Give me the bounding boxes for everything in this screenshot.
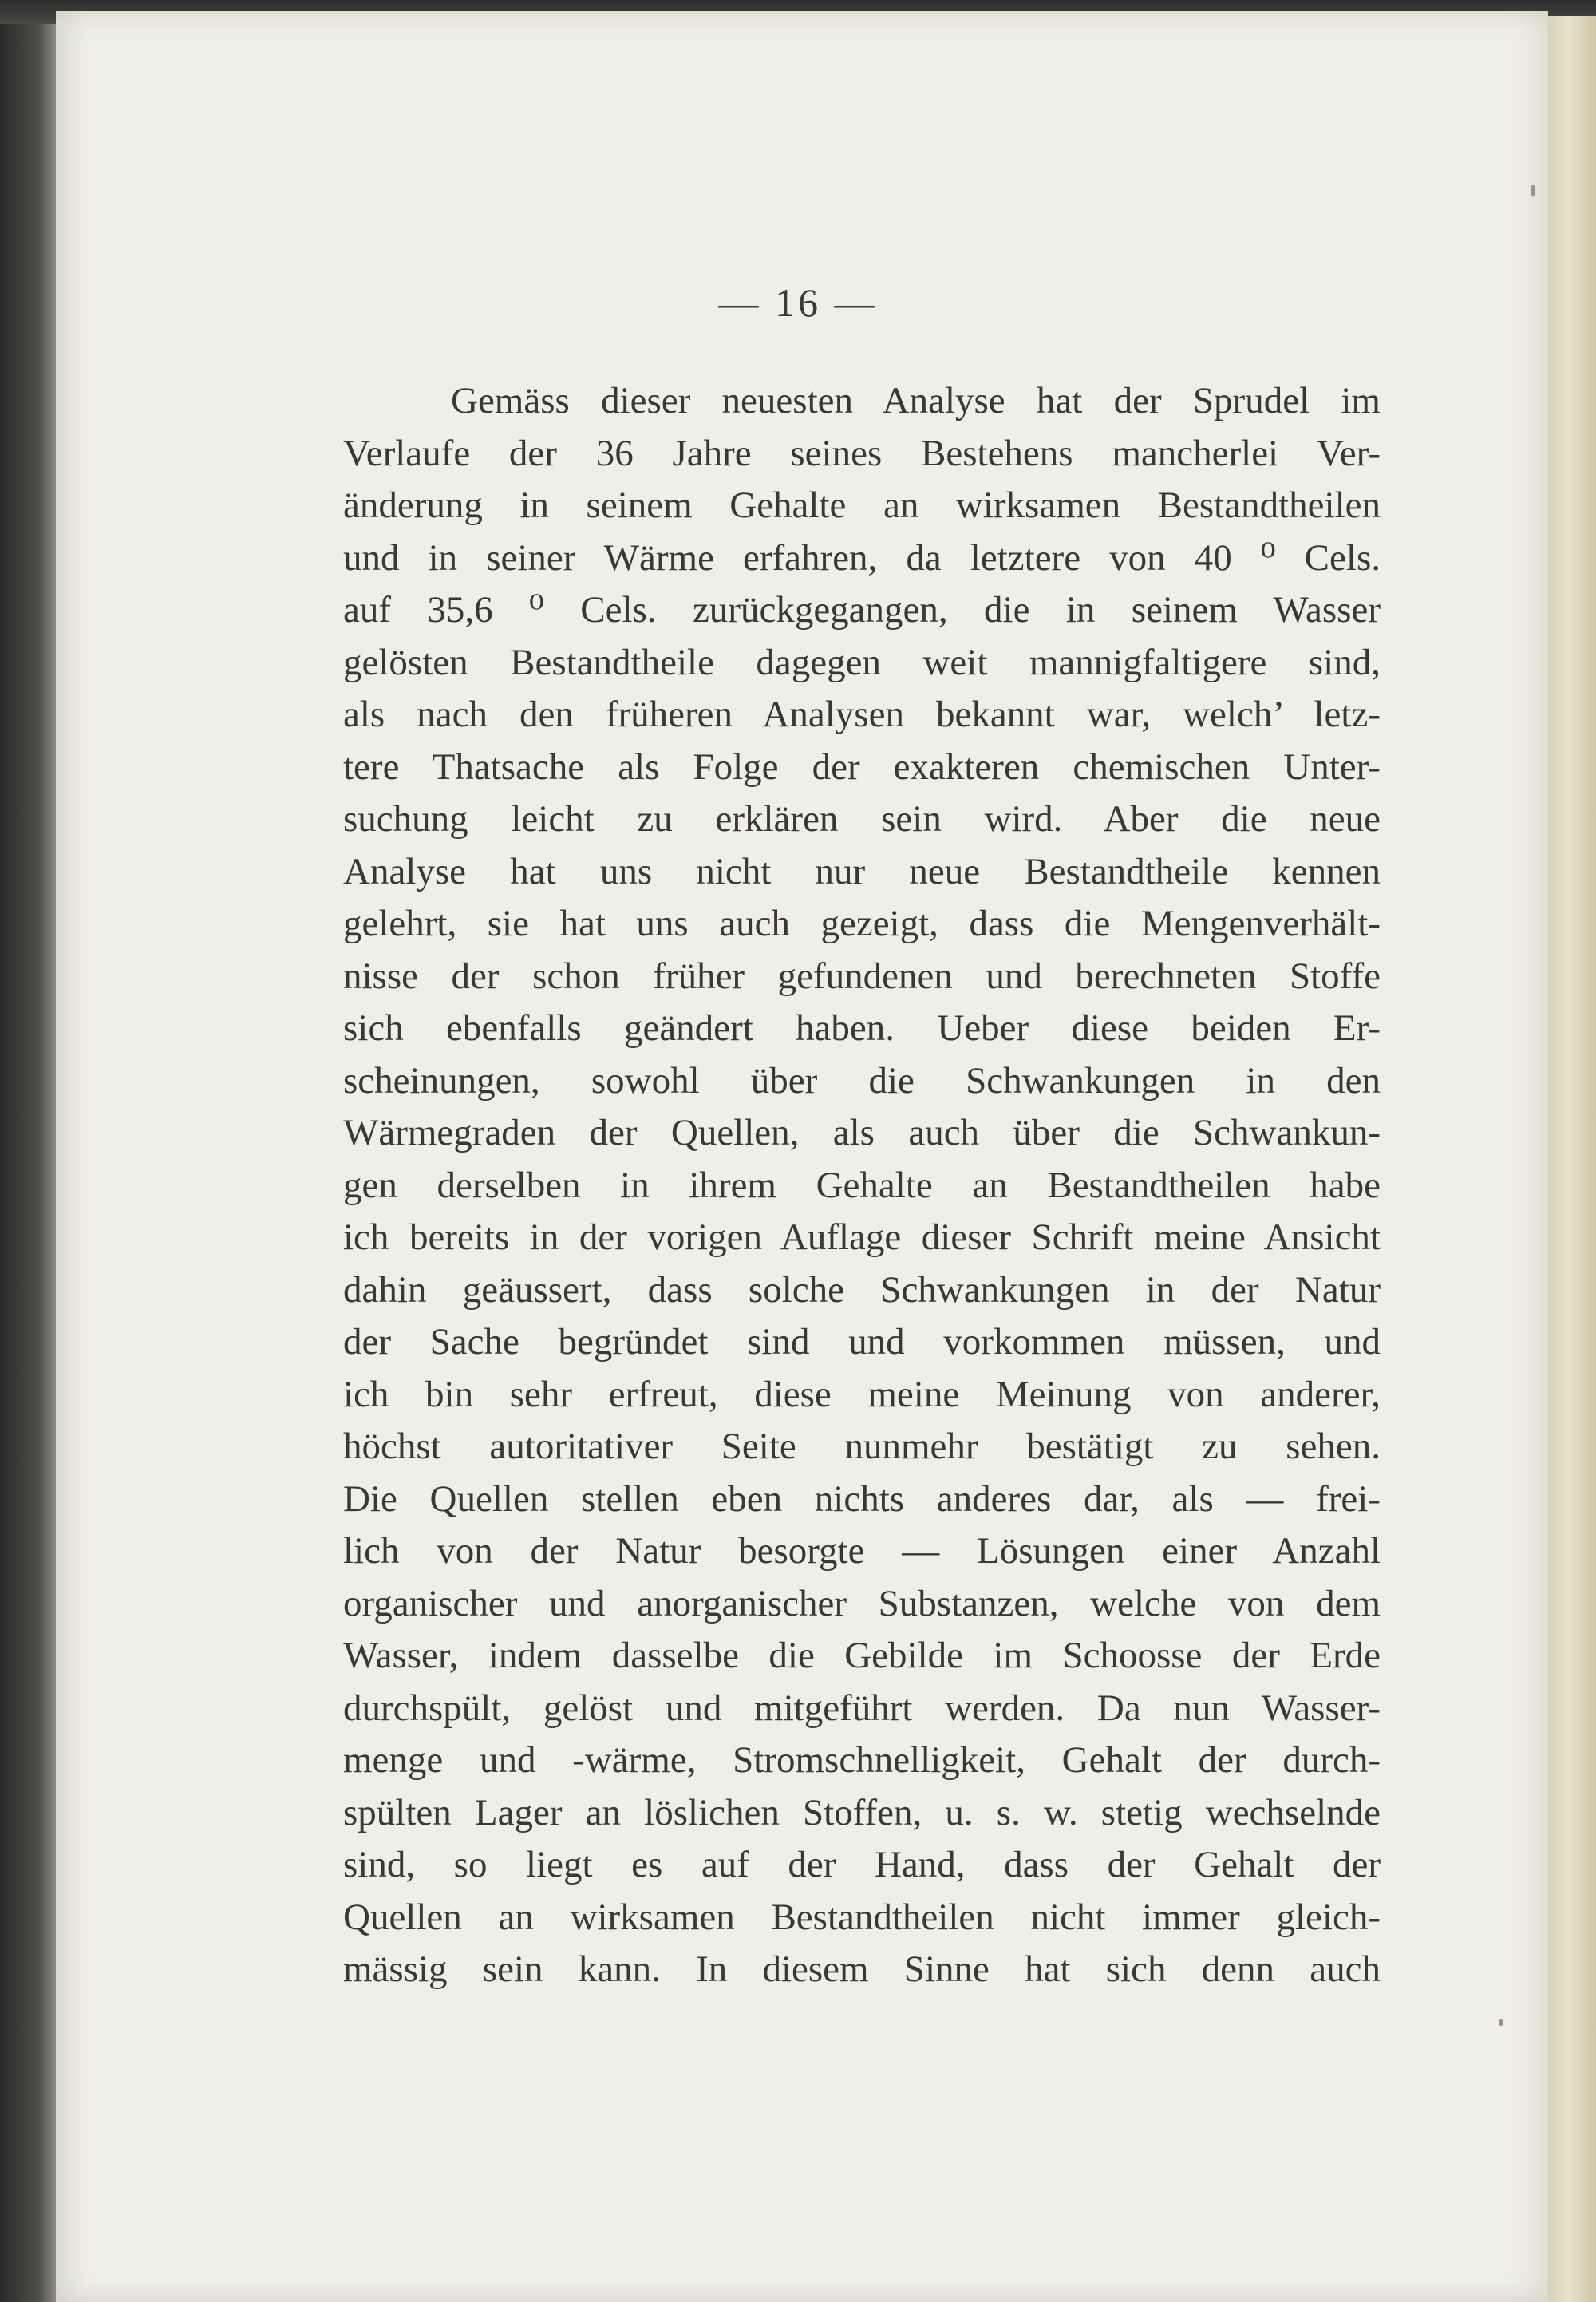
text-line: suchung leicht zu erklären sein wird. Aber die neue (343, 798, 1381, 840)
text-line: dahin geäussert, dass solche Schwankungen in der Natur (343, 1268, 1381, 1311)
text-line: sind, so liegt es auf der Hand, dass der Gehalt der (343, 1844, 1381, 1885)
text-line: tere Thatsache als Folge der exakteren chemischen Unter- (343, 746, 1381, 788)
text-line: Wärmegraden der Quellen, als auch über die Schwankun- (343, 1112, 1381, 1153)
text-line: Analyse hat uns nicht nur neue Bestandtheile kennen (343, 850, 1381, 892)
text-line: lich von der Natur besorgte — Lösungen einer Anzahl (343, 1530, 1381, 1572)
text-line: scheinungen, sowohl über die Schwankungen in den (343, 1059, 1381, 1102)
text-line: ich bereits in der vorigen Auflage dieser Schrift meine Ansicht (343, 1216, 1381, 1258)
paper-speck (1499, 2019, 1503, 2026)
body-text (343, 375, 1381, 1996)
paper-speck (1531, 185, 1535, 196)
book-gutter-edge (0, 0, 56, 2302)
text-line: Quellen an wirksamen Bestandtheilen nicht immer gleich- (343, 1896, 1381, 1938)
text-line: höchst autoritativer Seite nunmehr bestätigt zu sehen. (343, 1426, 1381, 1467)
text-line: gen derselben in ihrem Gehalte an Bestandtheilen habe (343, 1164, 1381, 1206)
text-line: organischer und anorganischer Substanzen, welche von dem (343, 1582, 1381, 1624)
page-number: — 16 — (718, 280, 878, 325)
text-line: und in seiner Wärme erfahren, da letztere von 40 ⁰ Cels. (343, 536, 1381, 579)
text-line: mässig sein kann. In diesem Sinne hat sich denn auch (343, 1948, 1381, 1990)
text-line: änderung in seinem Gehalte an wirksamen Bestandtheilen (343, 485, 1381, 526)
text-line: Wasser, indem dasselbe die Gebilde im Schoosse der Erde (343, 1635, 1381, 1676)
next-page-edge (1548, 16, 1596, 2302)
text-line: durchspült, gelöst und mitgeführt werden. Da nun Wasser- (343, 1687, 1381, 1729)
text-line: spülten Lager an löslichen Stoffen, u. s. w. stetig wechselnde (343, 1791, 1381, 1833)
text-line: sich ebenfalls geändert haben. Ueber diese beiden Er- (343, 1007, 1381, 1049)
text-line: menge und -wärme, Stromschnelligkeit, Gehalt der durch- (343, 1739, 1381, 1781)
text-line: Verlaufe der 36 Jahre seines Bestehens mancherlei Ver- (343, 432, 1381, 474)
text-line: als nach den früheren Analysen bekannt war, welch’ letz- (343, 694, 1381, 735)
text-line: nisse der schon früher gefundenen und berechneten Stoffe (343, 955, 1381, 997)
text-line: Die Quellen stellen eben nichts anderes dar, als — frei- (343, 1477, 1381, 1520)
text-line: ich bin sehr erfreut, diese meine Meinung von anderer, (343, 1373, 1381, 1415)
text-line: auf 35,6 ⁰ Cels. zurückgegangen, die in seinem Wasser (343, 589, 1381, 631)
text-line: der Sache begründet sind und vorkommen müssen, und (343, 1321, 1381, 1363)
text-line: gelösten Bestandtheile dagegen weit mannigfaltigere sind, (343, 641, 1381, 683)
text-line: Gemäss dieser neuesten Analyse hat der Sprudel im (451, 380, 1381, 421)
text-line: gelehrt, sie hat uns auch gezeigt, dass die Mengenverhält- (343, 903, 1381, 944)
